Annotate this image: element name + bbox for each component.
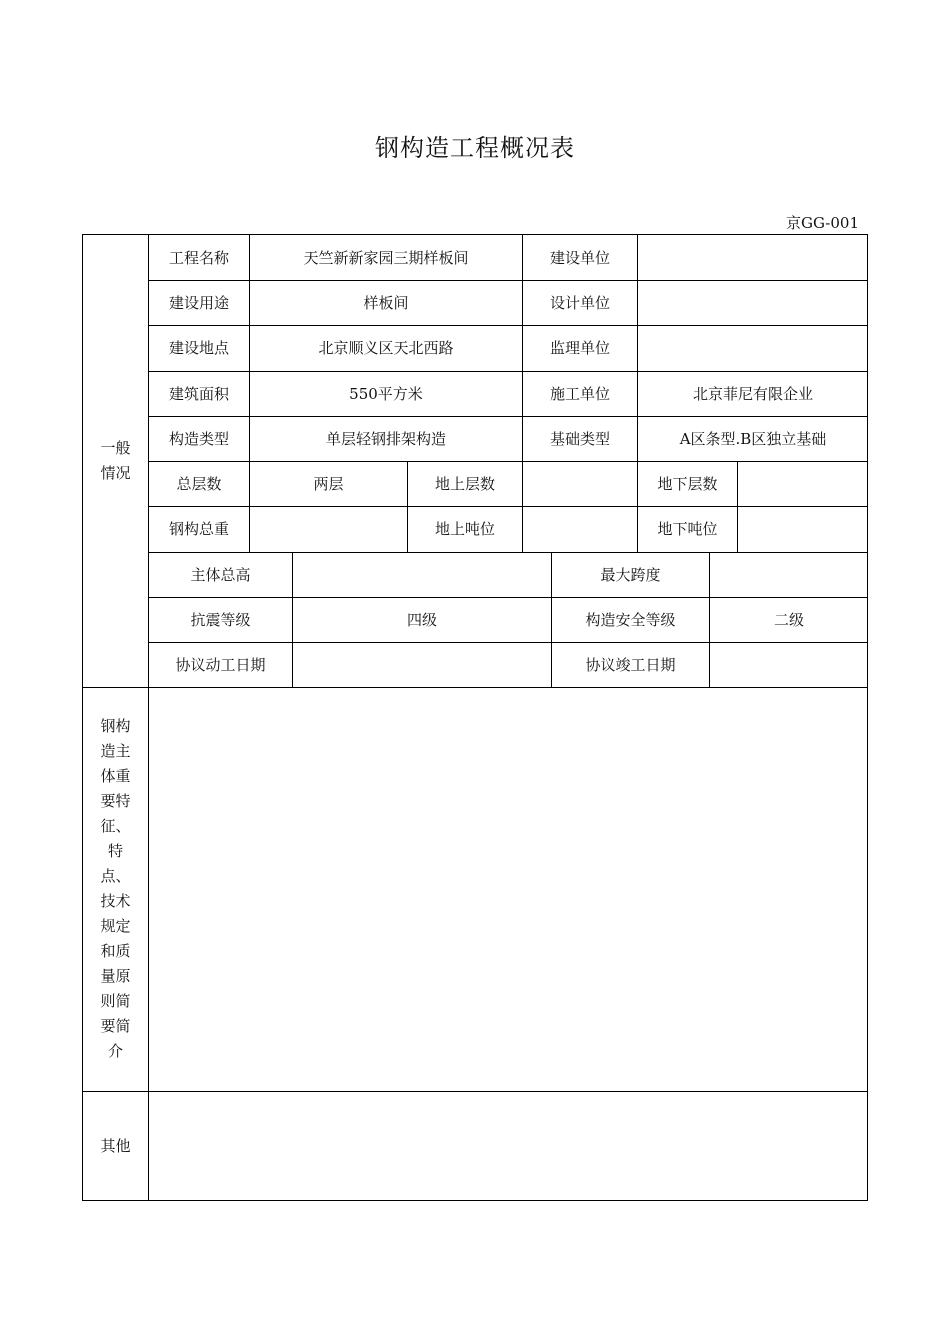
- document-title: 钢构造工程概况表: [375, 134, 575, 162]
- features-content[interactable]: [149, 688, 868, 1091]
- value-above-tonnage[interactable]: [523, 506, 637, 552]
- label-client: 建设单位: [549, 248, 610, 267]
- value-designer[interactable]: [638, 280, 868, 325]
- value-steel-weight[interactable]: [250, 506, 407, 552]
- section-label-general: 一般情况: [100, 439, 131, 482]
- label-steel-weight: 钢构总重: [168, 520, 229, 538]
- label-max-span: 最大跨度: [600, 565, 661, 584]
- label-above-floors: 地上层数: [434, 474, 495, 493]
- value-location[interactable]: 北京顺义区天北西路: [318, 339, 454, 357]
- value-structure-type[interactable]: 单层轻钢排架构造: [325, 429, 446, 448]
- label-below-tonnage: 地下吨位: [657, 520, 718, 538]
- label-usage: 建设用途: [168, 293, 229, 312]
- other-content[interactable]: [149, 1092, 868, 1201]
- value-below-floors[interactable]: [738, 461, 868, 506]
- label-project-name: 工程名称: [168, 248, 229, 267]
- label-total-floors: 总层数: [176, 474, 222, 493]
- label-structure-type: 构造类型: [168, 429, 229, 448]
- value-area[interactable]: 550平方米: [349, 384, 423, 403]
- label-end-date: 协议竣工日期: [585, 655, 676, 674]
- value-end-date[interactable]: [710, 642, 868, 687]
- form-code: 京GG-001: [786, 214, 859, 232]
- label-seismic-grade: 抗震等级: [190, 610, 251, 629]
- label-designer: 设计单位: [549, 293, 610, 312]
- section-label-other: 其他: [100, 1136, 131, 1155]
- value-client[interactable]: [638, 235, 868, 280]
- value-max-span[interactable]: [710, 552, 868, 597]
- section-label-features: 钢构造主体重要特征、特点、技术规定和质量原则简要简介: [100, 717, 131, 1060]
- value-contractor[interactable]: 北京菲尼有限企业: [692, 384, 813, 403]
- overview-table: [82, 234, 868, 1201]
- value-project-name[interactable]: 天竺新新家园三期样板间: [303, 248, 469, 267]
- value-above-floors[interactable]: [523, 461, 637, 506]
- label-area: 建筑面积: [168, 384, 229, 403]
- label-foundation-type: 基础类型: [549, 429, 610, 448]
- label-above-tonnage: 地上吨位: [434, 520, 495, 538]
- label-total-height: 主体总高: [190, 565, 251, 584]
- value-seismic-grade[interactable]: 四级: [406, 610, 437, 629]
- label-supervisor: 监理单位: [549, 339, 610, 357]
- label-contractor: 施工单位: [549, 384, 610, 403]
- label-below-floors: 地下层数: [657, 474, 718, 493]
- label-start-date: 协议动工日期: [175, 655, 266, 674]
- value-below-tonnage[interactable]: [738, 506, 868, 552]
- value-start-date[interactable]: [293, 642, 551, 687]
- label-location: 建设地点: [168, 339, 229, 357]
- value-total-height[interactable]: [293, 552, 551, 597]
- label-safety-grade: 构造安全等级: [585, 610, 676, 629]
- value-foundation-type[interactable]: A区条型.B区独立基础: [679, 429, 827, 448]
- value-supervisor[interactable]: [638, 325, 868, 371]
- value-safety-grade[interactable]: 二级: [773, 610, 804, 629]
- value-usage[interactable]: 样板间: [363, 293, 409, 312]
- value-total-floors[interactable]: 两层: [313, 474, 344, 493]
